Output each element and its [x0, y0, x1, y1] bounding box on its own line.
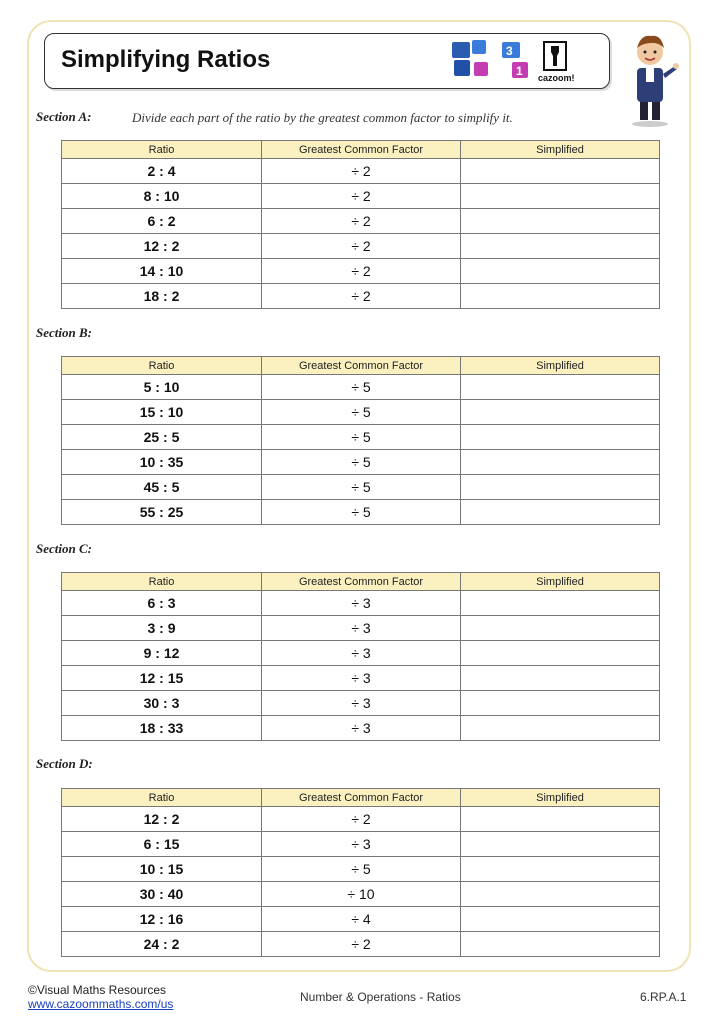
gcf-cell: ÷ 2	[262, 259, 461, 284]
ratio-cell: 18 : 2	[62, 284, 262, 309]
table-row	[62, 932, 660, 957]
ratio-cell: 12 : 2	[62, 234, 262, 259]
header-gcf: Greatest Common Factor	[262, 141, 461, 159]
table-header-row	[62, 357, 660, 375]
gcf-cell: ÷ 3	[262, 616, 461, 641]
gcf-cell: ÷ 4	[262, 907, 461, 932]
gcf-cell: ÷ 5	[262, 400, 461, 425]
gcf-cell: ÷ 3	[262, 691, 461, 716]
table-row	[62, 425, 660, 450]
svg-text:1: 1	[516, 64, 523, 78]
table-row	[62, 857, 660, 882]
ratio-cell: 45 : 5	[62, 475, 262, 500]
gcf-cell: ÷ 5	[262, 857, 461, 882]
answer-cell[interactable]	[461, 716, 660, 741]
answer-cell[interactable]	[461, 857, 660, 882]
ratio-cell: 12 : 16	[62, 907, 262, 932]
ratio-cell: 30 : 40	[62, 882, 262, 907]
answer-cell[interactable]	[461, 907, 660, 932]
ratio-cell: 8 : 10	[62, 184, 262, 209]
gcf-cell: ÷ 3	[262, 832, 461, 857]
table-row	[62, 882, 660, 907]
section-a-label: Section A:	[36, 109, 92, 124]
gcf-cell: ÷ 2	[262, 159, 461, 184]
answer-cell[interactable]	[461, 591, 660, 616]
table-header-row	[62, 789, 660, 807]
ratio-cell: 6 : 3	[62, 591, 262, 616]
svg-text:3: 3	[506, 44, 513, 58]
ratio-cell: 10 : 15	[62, 857, 262, 882]
section-c-label: Section C:	[36, 541, 92, 556]
ratio-cell: 15 : 10	[62, 400, 262, 425]
gcf-cell: ÷ 2	[262, 284, 461, 309]
footer-website-link[interactable]: www.cazoommaths.com/us	[28, 997, 174, 1011]
header-ratio: Ratio	[62, 573, 262, 591]
gcf-cell: ÷ 3	[262, 716, 461, 741]
table-row	[62, 400, 660, 425]
table-row	[62, 832, 660, 857]
page-title: Simplifying Ratios	[61, 46, 271, 73]
logo-cubes-icon	[452, 40, 528, 78]
section-d-label: Section D:	[36, 756, 93, 771]
gcf-cell: ÷ 10	[262, 882, 461, 907]
section-b-label: Section B:	[36, 325, 92, 340]
ratio-cell: 10 : 35	[62, 450, 262, 475]
table-row	[62, 807, 660, 832]
ratio-cell: 14 : 10	[62, 259, 262, 284]
header-gcf: Greatest Common Factor	[262, 357, 461, 375]
logo-text: cazoom!	[538, 73, 575, 83]
gcf-cell: ÷ 3	[262, 641, 461, 666]
table-row	[62, 375, 660, 400]
table-row	[62, 209, 660, 234]
table-row	[62, 616, 660, 641]
table-row	[62, 284, 660, 309]
header-simplified: Simplified	[461, 573, 660, 591]
gcf-cell: ÷ 3	[262, 591, 461, 616]
gcf-cell: ÷ 2	[262, 184, 461, 209]
footer-standard: 6.RP.A.1	[640, 990, 687, 1004]
table-row	[62, 716, 660, 741]
answer-cell[interactable]	[461, 400, 660, 425]
table-header-row	[62, 573, 660, 591]
section-a-table	[61, 140, 660, 309]
answer-cell[interactable]	[461, 807, 660, 832]
footer-credits	[28, 983, 173, 1011]
table-row	[62, 691, 660, 716]
header-ratio: Ratio	[62, 357, 262, 375]
instructions: Divide each part of the ratio by the greatest common factor to simplify it.	[132, 110, 513, 125]
table-row	[62, 591, 660, 616]
ratio-cell: 55 : 25	[62, 500, 262, 525]
section-d-table	[61, 788, 660, 957]
answer-cell[interactable]	[461, 641, 660, 666]
header-gcf: Greatest Common Factor	[262, 789, 461, 807]
header-ratio: Ratio	[62, 141, 262, 159]
gcf-cell: ÷ 5	[262, 450, 461, 475]
ratio-cell: 24 : 2	[62, 932, 262, 957]
ratio-cell: 6 : 15	[62, 832, 262, 857]
gcf-cell: ÷ 2	[262, 807, 461, 832]
section-c-table	[61, 572, 660, 741]
ratio-cell: 12 : 2	[62, 807, 262, 832]
answer-cell[interactable]	[461, 616, 660, 641]
table-row	[62, 907, 660, 932]
logo-keyhole-icon	[544, 42, 566, 70]
cartoon-boy-illustration	[620, 28, 680, 128]
table-row	[62, 234, 660, 259]
answer-cell[interactable]	[461, 666, 660, 691]
answer-cell[interactable]	[461, 184, 660, 209]
table-row	[62, 641, 660, 666]
answer-cell[interactable]	[461, 284, 660, 309]
ratio-cell: 12 : 15	[62, 666, 262, 691]
header-gcf: Greatest Common Factor	[262, 573, 461, 591]
gcf-cell: ÷ 5	[262, 375, 461, 400]
header-simplified: Simplified	[461, 141, 660, 159]
answer-cell[interactable]	[461, 882, 660, 907]
table-row	[62, 475, 660, 500]
table-row	[62, 500, 660, 525]
gcf-cell: ÷ 5	[262, 425, 461, 450]
answer-cell[interactable]	[461, 691, 660, 716]
header-simplified: Simplified	[461, 357, 660, 375]
ratio-cell: 18 : 33	[62, 716, 262, 741]
ratio-cell: 3 : 9	[62, 616, 262, 641]
header-simplified: Simplified	[461, 789, 660, 807]
answer-cell[interactable]	[461, 450, 660, 475]
table-header-row	[62, 141, 660, 159]
gcf-cell: ÷ 2	[262, 932, 461, 957]
section-b-table	[61, 356, 660, 525]
ratio-cell: 5 : 10	[62, 375, 262, 400]
answer-cell[interactable]	[461, 425, 660, 450]
answer-cell[interactable]	[461, 375, 660, 400]
answer-cell[interactable]	[461, 209, 660, 234]
footer-copyright: ©Visual Maths Resources	[28, 983, 167, 997]
table-row	[62, 666, 660, 691]
gcf-cell: ÷ 5	[262, 475, 461, 500]
answer-cell[interactable]	[461, 259, 660, 284]
cazoom-logo	[450, 38, 600, 84]
footer-topic: Number & Operations - Ratios	[300, 990, 461, 1004]
table-row	[62, 259, 660, 284]
answer-cell[interactable]	[461, 500, 660, 525]
gcf-cell: ÷ 2	[262, 209, 461, 234]
ratio-cell: 2 : 4	[62, 159, 262, 184]
answer-cell[interactable]	[461, 475, 660, 500]
answer-cell[interactable]	[461, 932, 660, 957]
ratio-cell: 25 : 5	[62, 425, 262, 450]
ratio-cell: 9 : 12	[62, 641, 262, 666]
ratio-cell: 6 : 2	[62, 209, 262, 234]
table-row	[62, 159, 660, 184]
gcf-cell: ÷ 3	[262, 666, 461, 691]
table-row	[62, 184, 660, 209]
gcf-cell: ÷ 5	[262, 500, 461, 525]
header-ratio: Ratio	[62, 789, 262, 807]
table-row	[62, 450, 660, 475]
gcf-cell: ÷ 2	[262, 234, 461, 259]
ratio-cell: 30 : 3	[62, 691, 262, 716]
answer-cell[interactable]	[461, 234, 660, 259]
answer-cell[interactable]	[461, 832, 660, 857]
answer-cell[interactable]	[461, 159, 660, 184]
